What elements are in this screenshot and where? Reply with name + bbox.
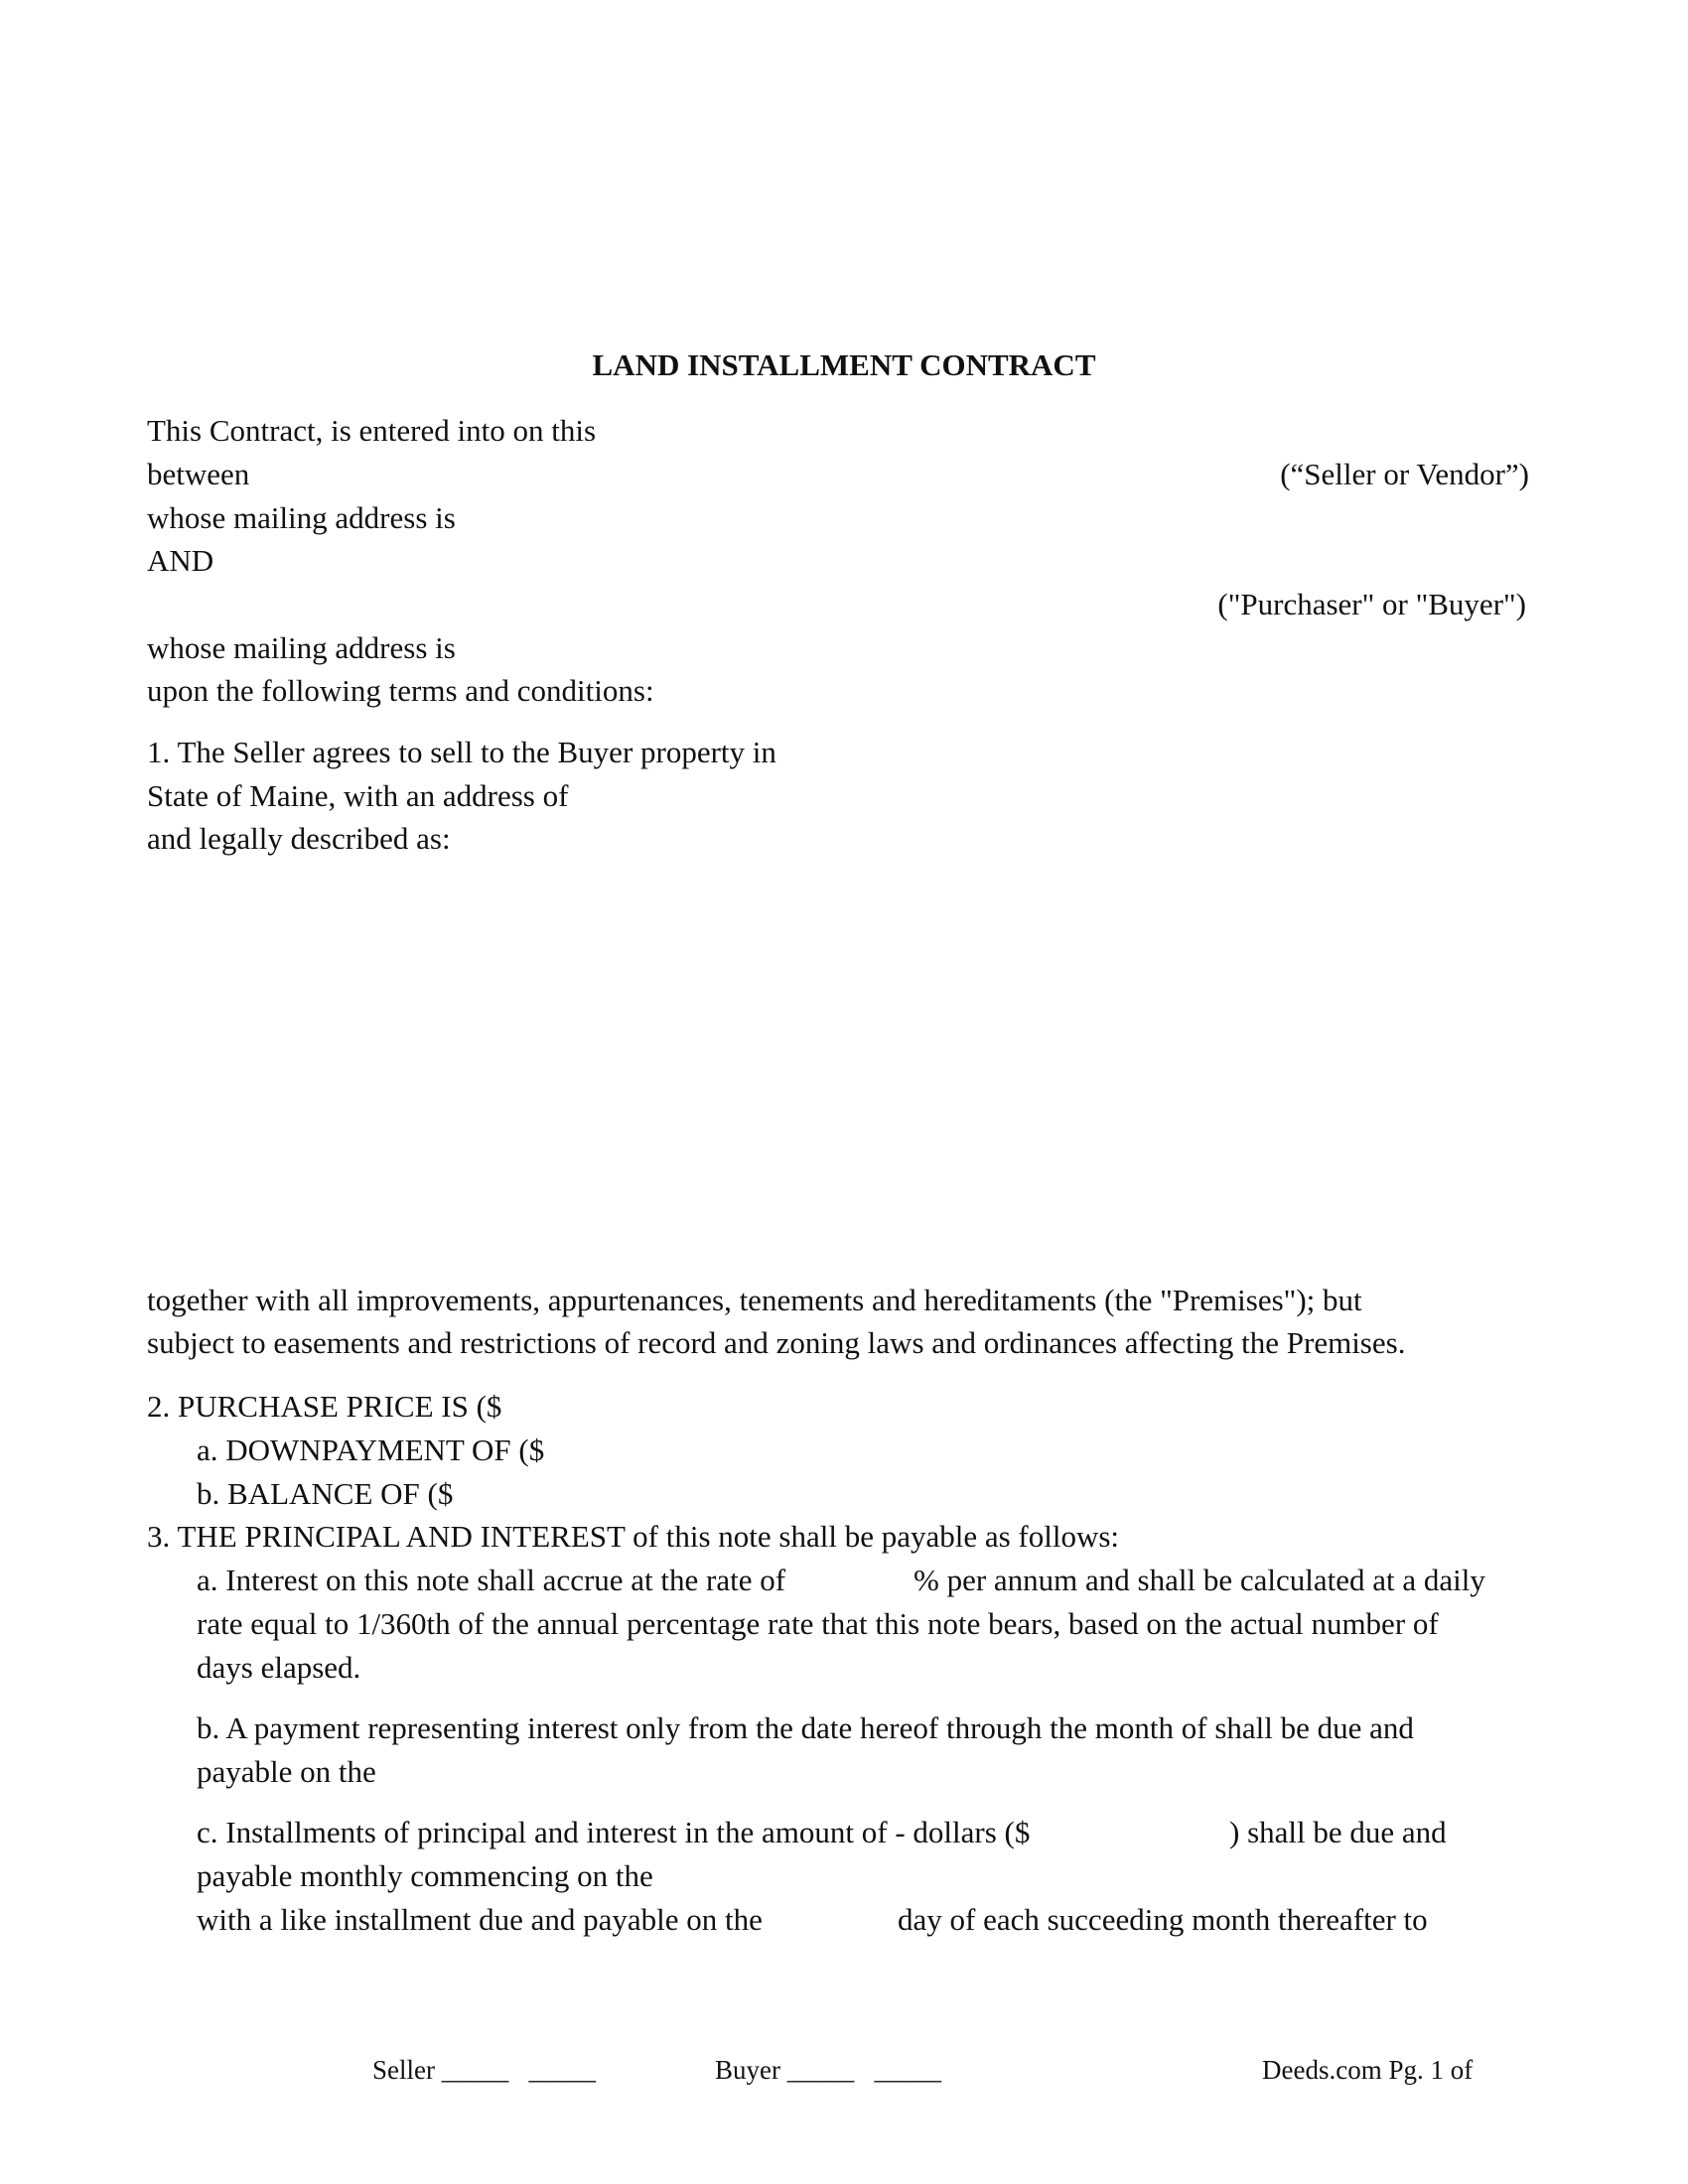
section3-a-line2: rate equal to 1/360th of the annual percentage rate that this note bears, based on the actual number of [197, 1606, 1439, 1641]
premises-line2: subject to easements and restrictions of record and zoning laws and ordinances affecting the Premises. [147, 1325, 1406, 1360]
section1-line1: 1. The Seller agrees to sell to the Buyer property in [147, 735, 776, 769]
section3-b-line1: b. A payment representing interest only from the date hereof through the month of shall be due and [197, 1710, 1414, 1745]
terms-intro: upon the following terms and conditions: [147, 673, 654, 708]
footer-seller-initials: Seller _____ _____ [372, 2055, 596, 2085]
seller-role-label: (“Seller or Vendor”) [1280, 457, 1529, 491]
buyer-mailing-address-label: whose mailing address is [147, 630, 456, 665]
premises-line1: together with all improvements, appurtenances, tenements and hereditaments (the "Premises"); but [147, 1283, 1362, 1317]
section1-line3: and legally described as: [147, 821, 451, 856]
section3-c-line1-end: ) shall be due and [1229, 1815, 1447, 1849]
section3-b-line2: payable on the [197, 1754, 376, 1789]
footer-page-number: Deeds.com Pg. 1 of [1262, 2055, 1474, 2085]
section3-c-line1: c. Installments of principal and interest in the amount of - dollars ($ [197, 1815, 1031, 1849]
section3-a-line1: a. Interest on this note shall accrue at the rate of [197, 1563, 786, 1597]
intro-line: This Contract, is entered into on this [147, 413, 597, 448]
balance-label: b. BALANCE OF ($ [197, 1476, 454, 1511]
section3-c-line3: with a like installment due and payable on the [197, 1902, 763, 1937]
intro-and: AND [147, 543, 214, 578]
buyer-role-label: ("Purchaser" or "Buyer") [1217, 587, 1526, 621]
section3-heading: 3. THE PRINCIPAL AND INTEREST of this note shall be payable as follows: [147, 1519, 1120, 1554]
document-title: LAND INSTALLMENT CONTRACT [592, 347, 1096, 382]
section1-line2: State of Maine, with an address of [147, 778, 569, 813]
section3-a-line1-rate: % per annum and shall be calculated at a daily [914, 1563, 1485, 1597]
section3-c-line3-end: day of each succeeding month thereafter to [898, 1902, 1428, 1937]
section3-a-line3: days elapsed. [197, 1650, 361, 1685]
footer-buyer-initials: Buyer _____ _____ [715, 2055, 941, 2085]
seller-mailing-address-label: whose mailing address is [147, 500, 456, 535]
downpayment-label: a. DOWNPAYMENT OF ($ [197, 1433, 545, 1467]
intro-between: between [147, 457, 250, 491]
purchase-price-label: 2. PURCHASE PRICE IS ($ [147, 1389, 502, 1424]
section3-c-line2: payable monthly commencing on the [197, 1858, 653, 1893]
